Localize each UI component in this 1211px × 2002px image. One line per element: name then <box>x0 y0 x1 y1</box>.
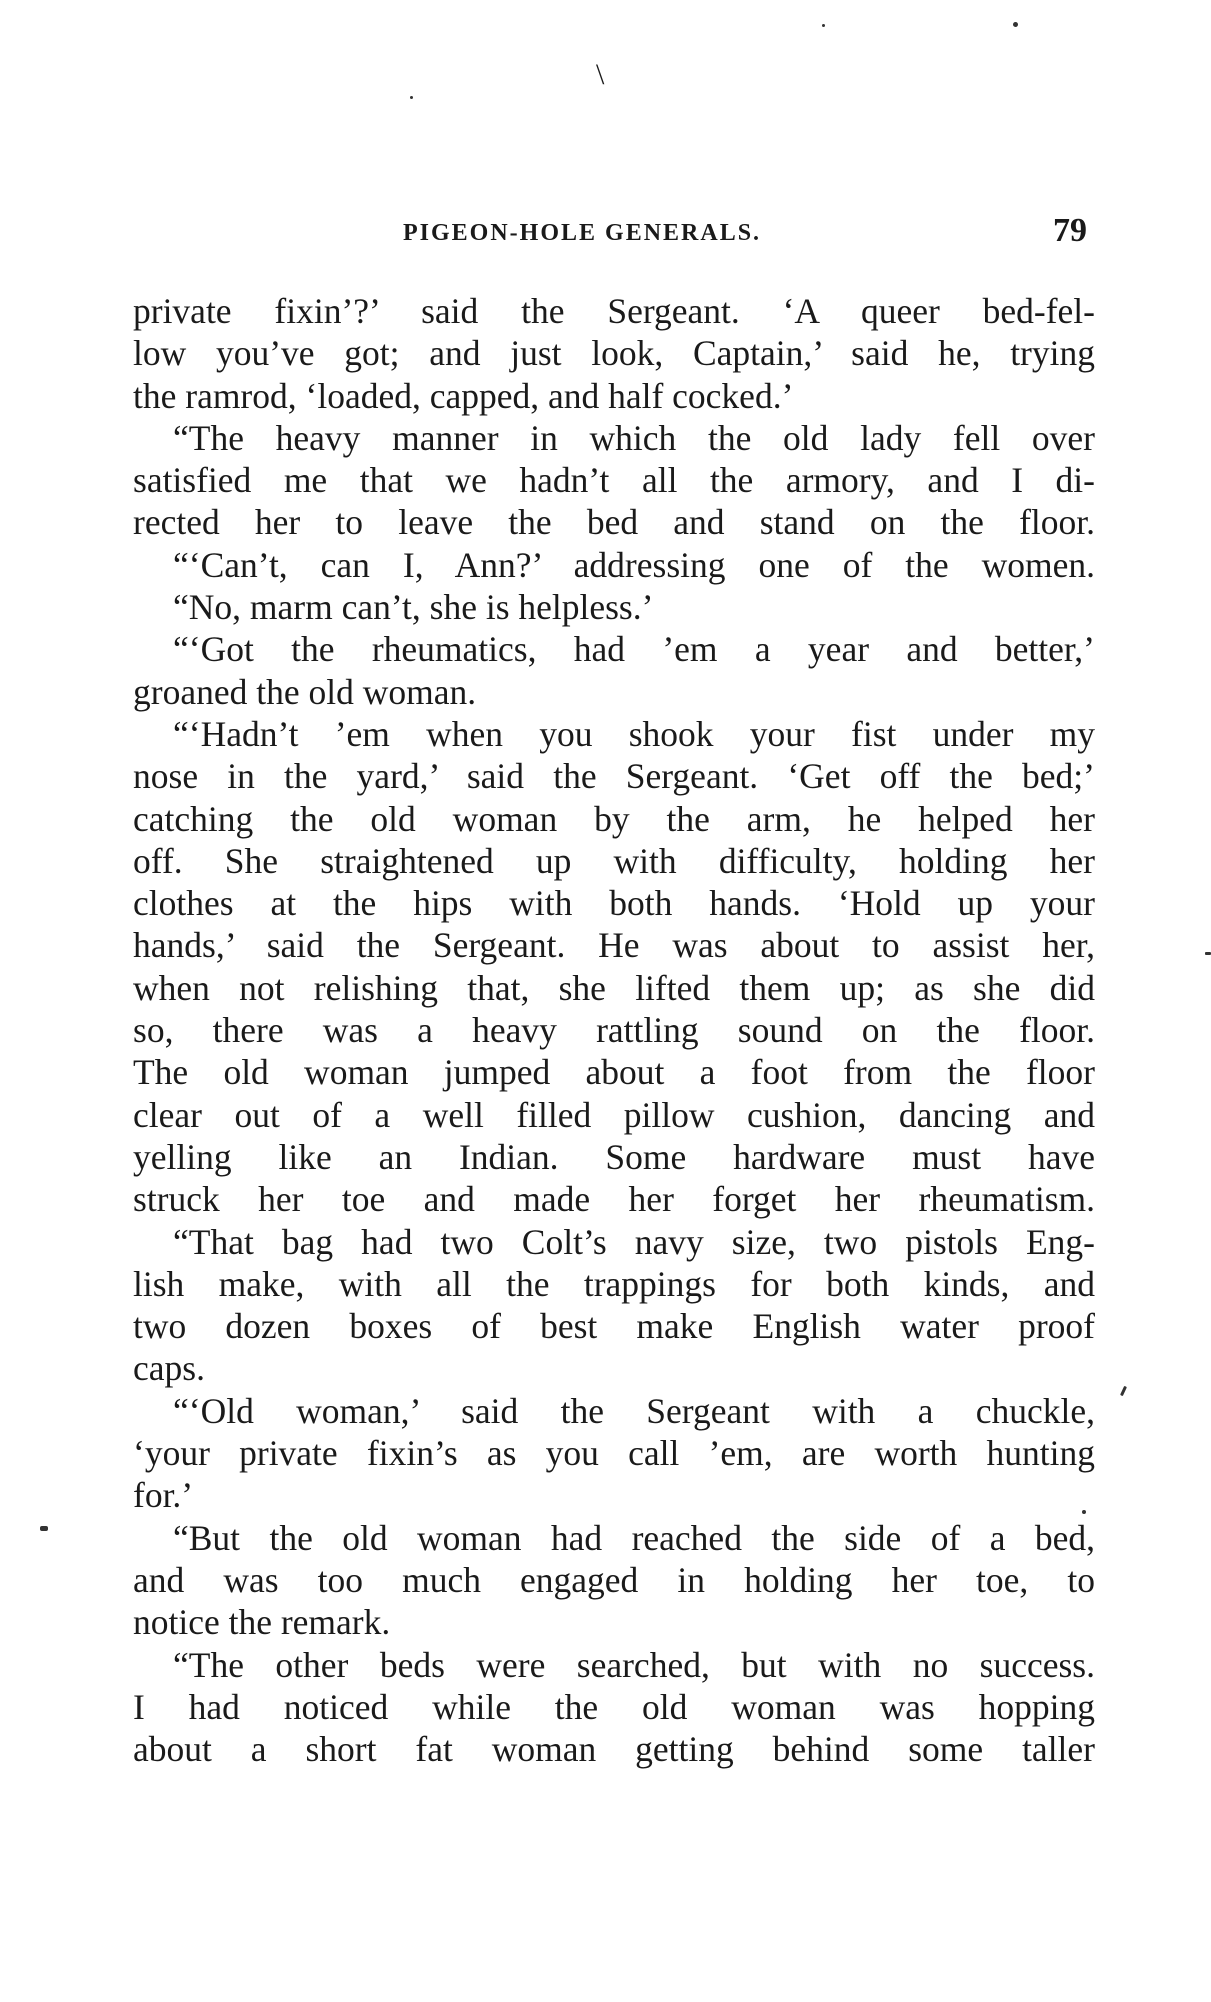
text-line: private fixin’?’ said the Sergeant. ‘A queer bed-fel- <box>133 291 1095 331</box>
text-line: “‘Can’t, can I, Ann?’ addressing one of the women. <box>173 544 1095 585</box>
text-line: struck her toe and made her forget her rheumatism. <box>133 1179 1095 1220</box>
text-line: catching the old woman by the arm, he helped her <box>133 798 1095 839</box>
text-line: lish make, with all the trappings for both kinds, and <box>133 1263 1095 1304</box>
text-line: when not relishing that, she lifted them up; as she did <box>133 967 1095 1008</box>
text-line: “‘Hadn’t ’em when you shook your fist under my <box>173 713 1095 754</box>
text-line: and was too much engaged in holding her toe, to <box>133 1559 1095 1600</box>
text-line: groaned the old woman. <box>133 671 477 712</box>
text-line: low you’ve got; and just look, Captain,’ said he, trying <box>133 333 1095 374</box>
text-line: caps. <box>133 1348 205 1389</box>
print-speck <box>1205 952 1211 955</box>
text-line: clear out of a well filled pillow cushion, dancing and <box>133 1094 1095 1135</box>
text-line: clothes at the hips with both hands. ‘Hold up your <box>133 883 1095 924</box>
print-speck <box>822 24 825 27</box>
text-line: “The other beds were searched, but with no success. <box>173 1644 1095 1685</box>
text-line: hands,’ said the Sergeant. He was about to assist her, <box>133 925 1095 966</box>
text-line: off. She straightened up with difficulty, holding her <box>133 840 1095 881</box>
body-text <box>133 290 1095 1770</box>
stray-mark: \ <box>596 58 605 91</box>
text-line: the ramrod, ‘loaded, capped, and half cocked.’ <box>133 375 794 416</box>
text-line: “That bag had two Colt’s navy size, two pistols Eng- <box>173 1221 1095 1262</box>
text-line: “‘Got the rheumatics, had ’em a year and better,’ <box>173 629 1095 670</box>
text-line: “No, marm can’t, she is helpless.’ <box>173 587 654 628</box>
text-line: ‘your private fixin’s as you call ’em, are worth hunting <box>133 1433 1095 1474</box>
text-line: for.’ <box>133 1475 194 1516</box>
print-speck <box>1013 22 1018 27</box>
text-line: notice the remark. <box>133 1602 391 1643</box>
text-line: “‘Old woman,’ said the Sergeant with a chuckle, <box>173 1390 1095 1431</box>
text-line: satisfied me that we hadn’t all the armory, and I di- <box>133 460 1095 501</box>
text-line: “The heavy manner in which the old lady fell over <box>173 417 1095 458</box>
text-line: so, there was a heavy rattling sound on the floor. <box>133 1010 1095 1051</box>
text-line: about a short fat woman getting behind some taller <box>133 1729 1095 1770</box>
text-line: yelling like an Indian. Some hardware must have <box>133 1136 1095 1177</box>
running-title: PIGEON-HOLE GENERALS. <box>403 220 762 246</box>
text-line: “But the old woman had reached the side of a bed, <box>173 1517 1095 1558</box>
page-number: 79 <box>1053 212 1087 249</box>
print-speck <box>1120 1386 1127 1396</box>
print-speck <box>410 96 413 99</box>
text-line: The old woman jumped about a foot from the floor <box>133 1052 1095 1093</box>
print-speck <box>40 1526 48 1531</box>
text-line: rected her to leave the bed and stand on the floor. <box>133 502 1095 543</box>
text-line: I had noticed while the old woman was hopping <box>133 1686 1095 1727</box>
text-line: nose in the yard,’ said the Sergeant. ‘Get off the bed;’ <box>133 756 1095 797</box>
text-line: two dozen boxes of best make English water proof <box>133 1306 1095 1347</box>
page-header <box>133 212 1095 256</box>
